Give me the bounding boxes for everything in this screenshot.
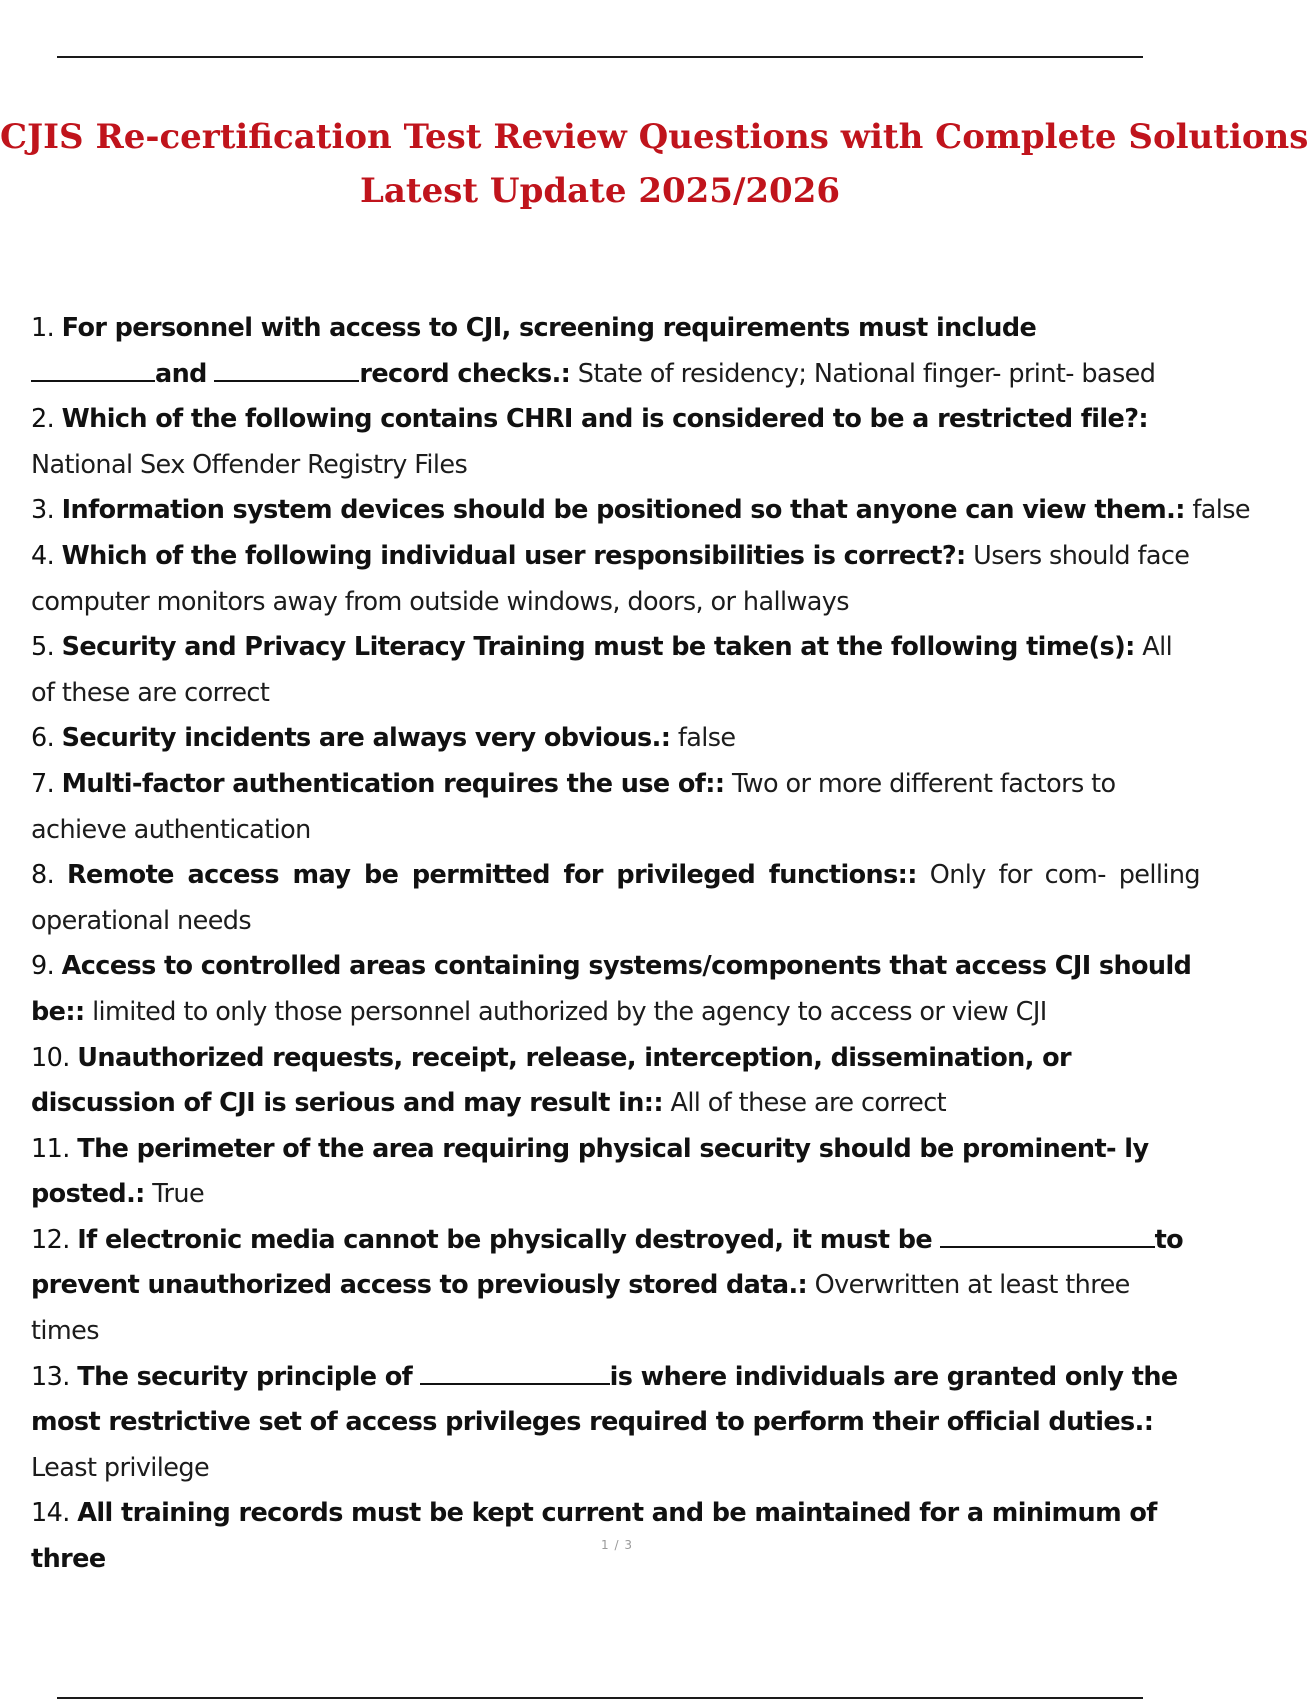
- page-number: 1 / 3: [601, 1538, 633, 1552]
- answer-text: All of these are correct: [670, 1088, 947, 1119]
- qa-item-9: [31, 944, 1200, 1035]
- top-rule: [57, 56, 1143, 58]
- qa-item-5: [31, 625, 1200, 716]
- item-number: 8.: [31, 860, 55, 891]
- qa-item-4: [31, 534, 1200, 625]
- item-number: 3.: [31, 495, 55, 526]
- qa-item-7: [31, 762, 1200, 853]
- item-number: 13.: [31, 1361, 70, 1392]
- item-number: 4.: [31, 540, 55, 571]
- question-text: and: [155, 358, 207, 389]
- question-text: to prevent unauthorized access to previously stored data.:: [31, 1224, 1184, 1301]
- answer-text: National Sex Offender Registry Files: [31, 449, 468, 480]
- fill-in-blank: [31, 378, 155, 382]
- item-number: 2.: [31, 404, 55, 435]
- question-text: Security incidents are always very obvious.:: [61, 723, 671, 754]
- qa-item-11: [31, 1127, 1200, 1218]
- question-text: The security principle of: [77, 1361, 413, 1392]
- fill-in-blank: [214, 378, 359, 382]
- item-number: 1.: [31, 313, 55, 343]
- item-number: 5.: [31, 632, 55, 663]
- answer-text: All of these are correct: [31, 632, 1173, 708]
- answer-text: Two or more different factors to achieve authentication: [31, 768, 1116, 845]
- question-text: If electronic media cannot be physically destroyed, it must be: [77, 1224, 933, 1255]
- answer-text: false: [1192, 495, 1251, 526]
- answer-text: Only for com- pelling operational needs: [31, 860, 1200, 936]
- answer-text: Users should face computer monitors away from outside windows, doors, or hallways: [31, 540, 1190, 617]
- question-text: Security and Privacy Literacy Training must be taken at the following time(s):: [61, 632, 1135, 663]
- question-text: Unauthorized requests, receipt, release, interception, dissemination, or discussion of CJI is serious and may result in::: [31, 1042, 1071, 1119]
- qa-item-2: [31, 397, 1200, 488]
- question-text: Which of the following individual user responsibilities is correct?:: [61, 540, 966, 571]
- qa-item-12: [31, 1218, 1200, 1355]
- item-number: 11.: [31, 1133, 70, 1164]
- question-text: For personnel with access to CJI, screening requirements must include: [61, 313, 1037, 343]
- item-number: 9.: [31, 951, 55, 982]
- qa-item-13: [31, 1355, 1200, 1492]
- answer-text: Overwritten at least three times: [31, 1270, 1130, 1347]
- bottom-rule: [57, 1697, 1143, 1699]
- qa-item-8: [31, 853, 1200, 944]
- qa-item-10: [31, 1036, 1200, 1127]
- item-number: 14.: [31, 1498, 70, 1529]
- question-text: Multi-factor authentication requires the use of::: [61, 768, 725, 799]
- answer-text: True: [152, 1179, 205, 1210]
- title-line-2: Latest Update 2025/2026: [359, 171, 841, 211]
- qa-item-3: [31, 488, 1251, 534]
- qa-item-6: [31, 716, 1200, 762]
- answer-text: limited to only those personnel authorized by the agency to access or view CJI: [92, 996, 1047, 1027]
- answer-text: State of residency; National finger- print- based: [577, 358, 1156, 389]
- question-text: All training records must be kept current and be maintained for a minimum of three: [31, 1498, 1157, 1575]
- question-text: The perimeter of the area requiring physical security should be prominent- ly posted.:: [31, 1133, 1149, 1210]
- question-list: [31, 306, 1251, 1583]
- question-text: Information system devices should be positioned so that anyone can view them.:: [61, 495, 1185, 526]
- question-text: is where individuals are granted only the most restrictive set of access privileges required to perform their official duties.:: [31, 1361, 1178, 1438]
- item-number: 10.: [31, 1042, 70, 1073]
- fill-in-blank: [420, 1381, 610, 1385]
- title-line-1: CJIS Re-certification Test Review Questions with Complete Solutions: [0, 117, 1308, 157]
- qa-item-1: [31, 306, 1200, 397]
- question-text: Remote access may be permitted for privileged functions::: [66, 860, 917, 891]
- answer-text: Least privilege: [31, 1452, 210, 1483]
- item-number: 12.: [31, 1224, 70, 1255]
- question-text: Access to controlled areas containing systems/components that access CJI should be::: [31, 951, 1192, 1027]
- document-title: [0, 110, 1308, 218]
- fill-in-blank: [940, 1244, 1155, 1248]
- item-number: 6.: [31, 723, 55, 754]
- answer-text: false: [677, 723, 736, 754]
- item-number: 7.: [31, 768, 55, 799]
- question-text: Which of the following contains CHRI and is considered to be a restricted file?:: [61, 404, 1149, 435]
- question-text: record checks.:: [359, 358, 571, 389]
